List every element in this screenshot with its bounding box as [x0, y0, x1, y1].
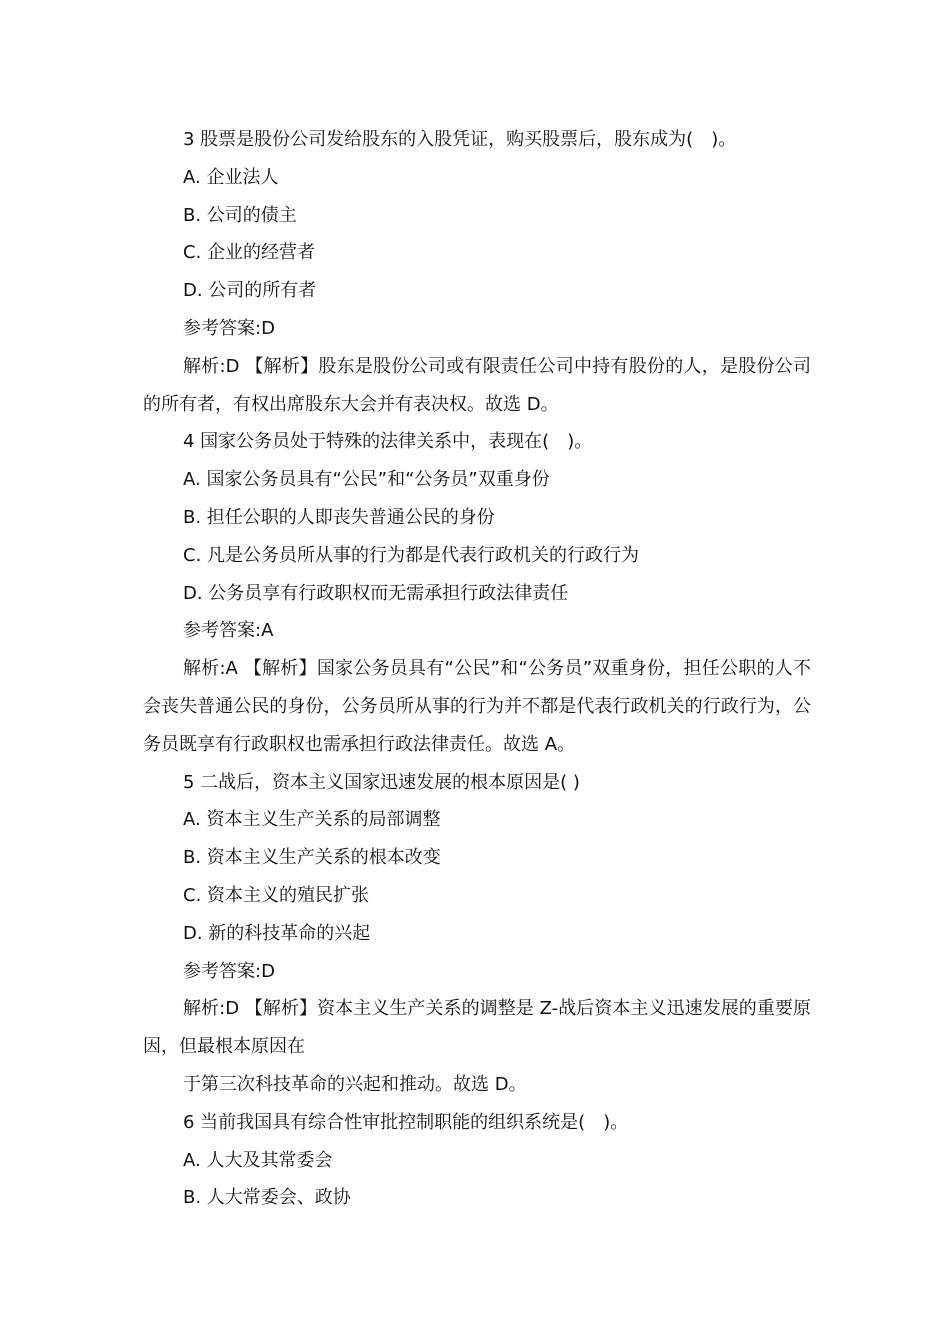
question-3-option-d: D. 公司的所有者 — [183, 280, 317, 302]
document-body — [143, 121, 811, 1217]
question-5-option-c: C. 资本主义的殖民扩张 — [183, 884, 370, 906]
question-5-stem: 5 二战后，资本主义国家迅速发展的根本原因是( ) — [183, 771, 580, 793]
question-6-option-b: B. 人大常委会、政协 — [183, 1187, 351, 1209]
question-4-option-d: D. 公务员享有行政职权而无需承担行政法律责任 — [183, 582, 569, 604]
question-4-stem: 4 国家公务员处于特殊的法律关系中，表现在( )。 — [183, 431, 593, 453]
question-4-answer: 参考答案:A — [183, 620, 274, 642]
question-3-option-a: A. 企业法人 — [183, 166, 279, 188]
question-4-option-a: A. 国家公务员具有“公民”和“公务员”双重身份 — [183, 469, 550, 491]
question-3-option-c: C. 企业的经营者 — [183, 242, 316, 264]
question-3-answer: 参考答案:D — [183, 317, 275, 339]
question-5-analysis-continued: 于第三次科技革命的兴起和推动。故选 D。 — [183, 1073, 527, 1095]
question-3-option-b: B. 公司的债主 — [183, 204, 297, 226]
question-5-answer: 参考答案:D — [183, 960, 275, 982]
question-4-option-b: B. 担任公职的人即丧失普通公民的身份 — [183, 506, 495, 528]
question-6-option-a: A. 人大及其常委会 — [183, 1149, 333, 1171]
question-5-option-d: D. 新的科技革命的兴起 — [183, 922, 371, 944]
question-3-analysis: 解析:D 【解析】股东是股份公司或有限责任公司中持有股份的人，是股份公司的所有者，有权出席股东大会并有表决权。故选 D。 — [143, 355, 811, 415]
question-3-stem: 3 股票是股份公司发给股东的入股凭证，购买股票后，股东成为( )。 — [183, 129, 737, 150]
question-4-analysis: 解析:A 【解析】国家公务员具有“公民”和“公务员”双重身份，担任公职的人不会丧失普通公民的身份，公务员所从事的行为并不都是代表行政机关的行政行为，公务员既享有行政职权也需承担行政法律责任。故选 A。 — [143, 658, 811, 755]
question-5-option-b: B. 资本主义生产关系的根本改变 — [183, 847, 441, 869]
question-5-option-a: A. 资本主义生产关系的局部调整 — [183, 809, 441, 831]
question-6-stem: 6 当前我国具有综合性审批控制职能的组织系统是( )。 — [183, 1111, 629, 1133]
question-5-analysis: 解析:D 【解析】资本主义生产关系的调整是 Z-战后资本主义迅速发展的重要原因，但最根本原因在 — [143, 998, 811, 1058]
question-4-option-c: C. 凡是公务员所从事的行为都是代表行政机关的行政行为 — [183, 544, 640, 566]
